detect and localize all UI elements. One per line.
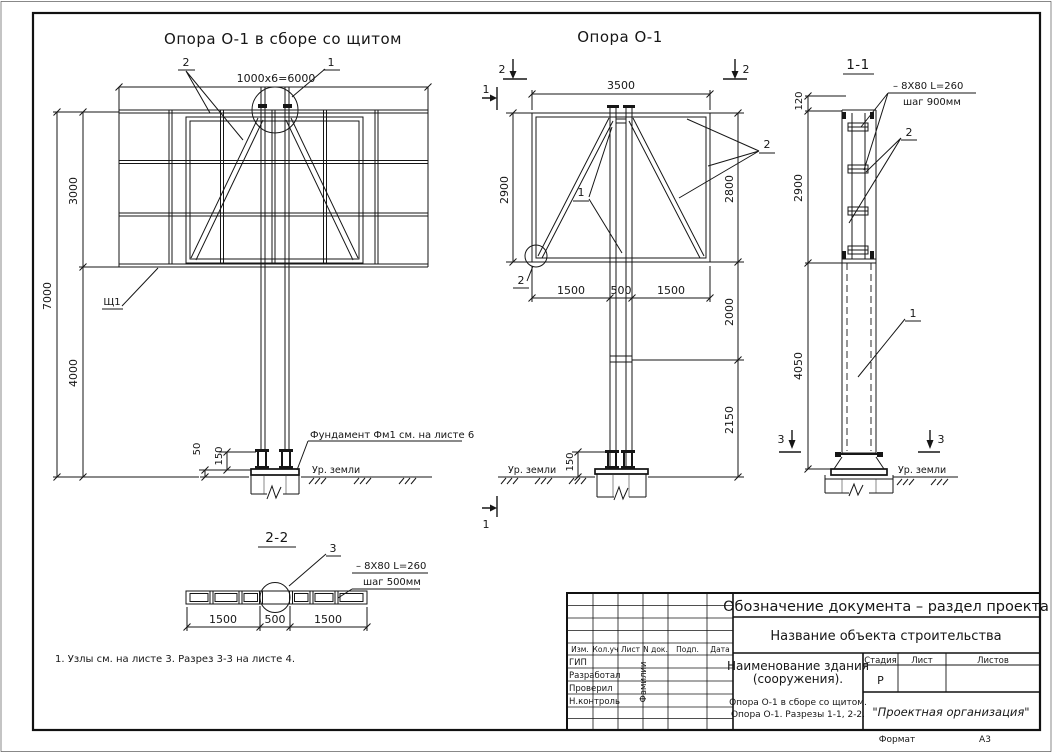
dim-500-label: 500 — [610, 284, 632, 297]
sheets-header: Листов — [977, 656, 1009, 666]
view-assembly-title: Опора О-1 в сборе со щитом — [164, 30, 402, 48]
view-section-2-2 — [184, 530, 429, 631]
board-mark: Щ1 — [103, 297, 121, 308]
pole-cap-left — [607, 105, 619, 108]
row-developed: Разработал — [569, 671, 621, 681]
callout-1: 1 — [577, 186, 585, 199]
support-frame — [532, 113, 710, 262]
doc-designation: Обозначение документа – раздел проекта — [723, 599, 1049, 615]
column-hidden-edges — [847, 263, 871, 451]
dim-2900 — [805, 111, 843, 267]
dim-1500-left-label: 1500 — [209, 613, 237, 626]
base-plate — [251, 469, 299, 475]
ground-label: Ур. земли — [312, 465, 361, 476]
callout-2-leaders — [849, 138, 917, 223]
callout-1-leader — [858, 319, 921, 377]
dim-1500-left-label: 1500 — [557, 284, 585, 297]
ground-line — [498, 477, 700, 484]
dim-2800-label: 2800 — [723, 175, 736, 203]
section-mark-2-label: 2 — [498, 63, 506, 76]
ground-label: Ур. земли — [508, 465, 557, 476]
dim-7000-label: 7000 — [41, 282, 54, 310]
names-placeholder: Фамилии — [639, 661, 649, 703]
col-podp: Подп. — [676, 645, 699, 654]
ground-line — [200, 477, 432, 484]
section-mark-3-right — [918, 430, 945, 452]
column-weld-mark — [842, 112, 846, 119]
object-name: Название объекта строительства — [770, 629, 1002, 644]
section-mark-2-right — [723, 59, 750, 79]
base-plate — [831, 469, 887, 475]
billboard-grid — [119, 87, 428, 267]
section-mark-1-bottom — [482, 496, 497, 531]
dim-150-label: 150 — [565, 452, 576, 472]
column-weld-mark — [842, 251, 846, 259]
dim-2150-label: 2150 — [723, 406, 736, 434]
dim-3500 — [529, 90, 714, 110]
base-weld-mark — [877, 452, 883, 457]
dim-2900-label: 2900 — [498, 176, 511, 204]
view-section-1-1 — [778, 57, 977, 496]
step-note: шаг 900мм — [903, 97, 961, 108]
section-2-2-title: 2-2 — [265, 530, 289, 546]
section-mark-1-label: 1 — [482, 83, 490, 96]
callout-3: 3 — [329, 542, 337, 555]
pole-cap-left — [258, 104, 267, 108]
callout-1: 1 — [327, 56, 335, 69]
col-list: Лист — [620, 645, 641, 654]
base-weld-mark — [835, 452, 841, 457]
foundation-note: Фундамент Фм1 см. на листе 6 — [310, 430, 475, 441]
pole-cap-right — [283, 104, 292, 108]
section-1-1-title: 1-1 — [846, 57, 870, 73]
section-mark-3-label: 3 — [937, 433, 945, 446]
stage-header: Стадия — [864, 656, 897, 666]
beam-inner-boxes — [190, 594, 363, 602]
building-name-line1: Наименование здания — [727, 659, 869, 673]
format-value: А3 — [979, 735, 991, 745]
format-label: Формат — [878, 735, 916, 745]
col-koluch: Кол.уч — [592, 645, 619, 654]
building-name-line2: (сооружения). — [752, 672, 844, 686]
callout-node-2: 2 — [517, 274, 525, 287]
foundation-outline — [825, 475, 893, 496]
dim-3500-label: 3500 — [607, 79, 635, 92]
col-izm: Изм. — [571, 645, 589, 654]
dim-2900-label: 2900 — [792, 174, 805, 202]
section-mark-3-label: 3 — [777, 433, 785, 446]
row-gip: ГИП — [569, 658, 587, 668]
view-support-title: Опора О-1 — [577, 28, 663, 46]
dim-120 — [805, 93, 847, 115]
anchor-bolts — [258, 450, 290, 467]
foundation-outline — [251, 475, 299, 499]
column-weld-mark — [870, 251, 874, 259]
detail-circle-node — [260, 583, 290, 613]
dim-150 — [572, 449, 605, 481]
organization-name: "Проектная организация" — [872, 705, 1030, 719]
section-arrow-down — [789, 440, 796, 449]
base-trapezoid — [834, 457, 884, 469]
ground-line — [893, 477, 958, 485]
foundation-inner-lines — [842, 479, 876, 493]
sheet-title-line2: Опора О-1. Разрезы 1-1, 2-2. — [730, 710, 866, 720]
base-plate — [595, 469, 648, 474]
dim-7000 — [53, 109, 199, 481]
callout-2-leaders — [178, 70, 243, 140]
section-mark-2-left — [499, 59, 528, 79]
section-arrow-right — [490, 95, 497, 102]
dim-3000-label: 3000 — [67, 177, 80, 205]
signature-table-columns — [593, 593, 707, 730]
section-arrow-down — [732, 71, 739, 79]
col-ndok: N док. — [643, 645, 668, 654]
row-checked: Проверил — [569, 684, 613, 694]
dim-150-label: 150 — [214, 446, 225, 466]
dim-top-label: 1000x6=6000 — [236, 72, 316, 85]
section-arrow-right — [490, 505, 497, 512]
row-ncontrol: Н.контроль — [569, 697, 620, 707]
foundation-outline — [597, 474, 646, 500]
sheet-header: Лист — [911, 656, 933, 666]
view-support — [482, 28, 775, 531]
view-assembly — [41, 30, 474, 499]
dim-3000-4000 — [79, 109, 119, 481]
dim-50-label: 50 — [192, 442, 203, 456]
stage-value: Р — [877, 674, 884, 687]
dim-500-label: 500 — [264, 613, 286, 626]
sheet-title-line1: Опора О-1 в сборе со щитом. — [729, 698, 867, 708]
plate-note: – 8X80 L=260 — [356, 561, 427, 572]
dim-4000-label: 4000 — [67, 359, 80, 387]
callout-2: 2 — [905, 126, 913, 139]
sheet-note: 1. Узлы см. на листе 3. Разрез 3-3 на листе 4. — [55, 654, 296, 665]
callout-1: 1 — [909, 307, 917, 320]
callout-2: 2 — [182, 56, 190, 69]
foundation-inner-lines — [264, 475, 286, 494]
section-mark-3-left — [778, 430, 802, 452]
support-braces — [538, 118, 704, 258]
dim-4050 — [805, 263, 832, 473]
dim-120-label: 120 — [794, 91, 805, 111]
pole-cap-right — [623, 105, 635, 108]
section-arrow-down — [927, 440, 934, 449]
section-mark-1-label: 1 — [482, 518, 490, 531]
callout-2: 2 — [763, 138, 771, 151]
section-mark-2-label: 2 — [742, 63, 750, 76]
section-mark-1-top — [482, 83, 497, 110]
title-block — [567, 593, 1049, 730]
step-note: шаг 500мм — [363, 577, 421, 588]
section-arrow-down — [510, 71, 517, 79]
plate-note: – 8X80 L=260 — [893, 81, 964, 92]
dim-base-50-150 — [199, 449, 256, 481]
col-data: Дата — [710, 645, 730, 654]
callout-3-leader — [289, 554, 341, 586]
dim-1500-right-label: 1500 — [314, 613, 342, 626]
dim-2000-label: 2000 — [723, 298, 736, 326]
ground-label: Ур. земли — [898, 465, 947, 476]
dim-1500-right-label: 1500 — [657, 284, 685, 297]
dim-4050-label: 4050 — [792, 352, 805, 380]
